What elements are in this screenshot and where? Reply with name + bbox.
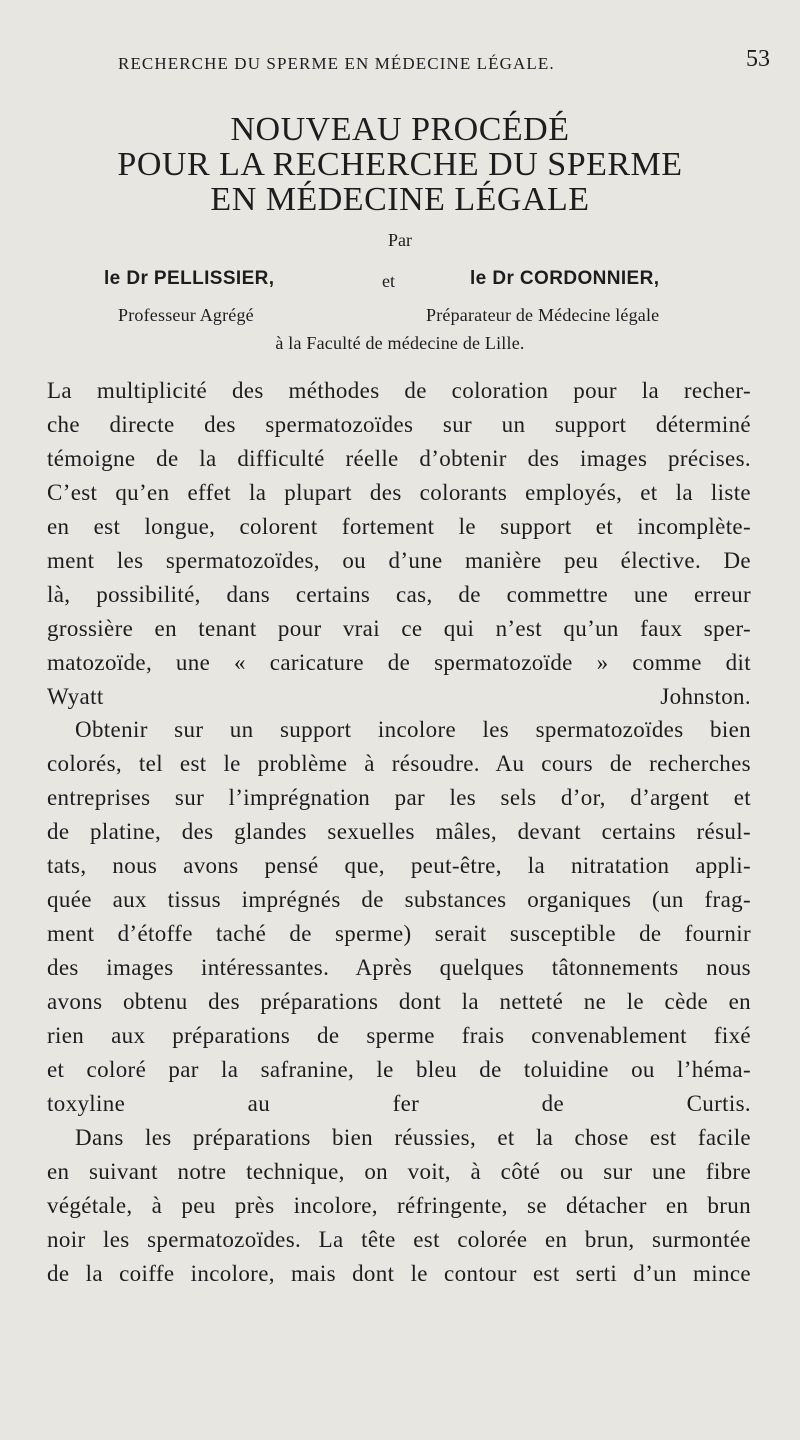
by-line: Par <box>388 230 412 250</box>
paragraph-text: Obtenir sur un support incolore les spermatozoïdes bien <box>75 717 751 742</box>
paragraph-line: des images intéressantes. Après quelques tâtonnements nous <box>47 955 751 980</box>
paragraph-line: noir les spermatozoïdes. La tête est colorée en brun, surmontée <box>47 1227 751 1252</box>
paragraph-line <box>47 1121 751 1155</box>
author-right-name: le Dr CORDONNIER, <box>470 268 660 289</box>
paragraph-line: La multiplicité des méthodes de coloration pour la recher- <box>47 378 751 403</box>
paragraph-line: che directe des spermatozoïdes sur un support déterminé <box>47 412 751 437</box>
paragraph-line: entreprises sur l’imprégnation par les sels d’or, d’argent et <box>47 785 751 810</box>
author-left-name: le Dr PELLISSIER, <box>104 268 275 289</box>
paragraph-line: grossière en tenant pour vrai ce qui n’est qu’un faux sper- <box>47 616 751 641</box>
paragraph-line: matozoïde, une « caricature de spermatozoïde » comme dit <box>47 650 751 675</box>
paragraph-line: témoigne de la difficulté réelle d’obtenir des images précises. <box>47 446 751 471</box>
author-right-role: Préparateur de Médecine légale <box>426 305 660 325</box>
paragraph-line <box>47 713 751 747</box>
paragraph-line: là, possibilité, dans certains cas, de commettre une erreur <box>47 582 751 607</box>
running-title: RECHERCHE DU SPERME EN MÉDECINE LÉGALE. <box>118 54 555 73</box>
article-title: NOUVEAU PROCÉDÉ POUR LA RECHERCHE DU SPERME EN MÉDECINE LÉGALE <box>117 111 683 218</box>
paragraph-line: quée aux tissus imprégnés de substances organiques (un frag- <box>47 887 751 912</box>
paragraph-line: ment d’étoffe taché de sperme) serait susceptible de fournir <box>47 921 751 946</box>
running-header <box>118 44 770 78</box>
author-conjunction: et <box>382 271 395 291</box>
paragraph-2 <box>47 713 751 1121</box>
paragraph-line: avons obtenu des préparations dont la netteté ne le cède en <box>47 989 751 1014</box>
paragraph-line: végétale, à peu près incolore, réfringente, se détacher en brun <box>47 1193 751 1218</box>
paragraph-line: Wyatt Johnston. <box>47 684 751 709</box>
paragraph-line: ment les spermatozoïdes, ou d’une manière peu élective. De <box>47 548 751 573</box>
paragraph-line: en suivant notre technique, on voit, à côté ou sur une fibre <box>47 1159 751 1184</box>
paragraph-line: de la coiffe incolore, mais dont le contour est serti d’un mince <box>47 1261 751 1286</box>
paragraph-line: de platine, des glandes sexuelles mâles, devant certains résul- <box>47 819 751 844</box>
page-number: 53 <box>746 46 770 72</box>
author-left-role: Professeur Agrégé <box>118 305 254 325</box>
paragraph-line: toxyline au fer de Curtis. <box>47 1091 751 1116</box>
paragraph-1 <box>47 374 751 714</box>
paragraph-line: C’est qu’en effet la plupart des colorants employés, et la liste <box>47 480 751 505</box>
paragraph-line: en est longue, colorent fortement le support et incomplète- <box>47 514 751 539</box>
paragraph-line: tats, nous avons pensé que, peut-être, la nitratation appli- <box>47 853 751 878</box>
faculty-affiliation: à la Faculté de médecine de Lille. <box>275 333 525 353</box>
paragraph-3 <box>47 1121 751 1291</box>
paragraph-line: et coloré par la safranine, le bleu de toluidine ou l’héma- <box>47 1057 751 1082</box>
paragraph-text: Dans les préparations bien réussies, et la chose est facile <box>75 1125 751 1150</box>
paragraph-line: rien aux préparations de sperme frais convenablement fixé <box>47 1023 751 1048</box>
paragraph-line: colorés, tel est le problème à résoudre. Au cours de recherches <box>47 751 751 776</box>
